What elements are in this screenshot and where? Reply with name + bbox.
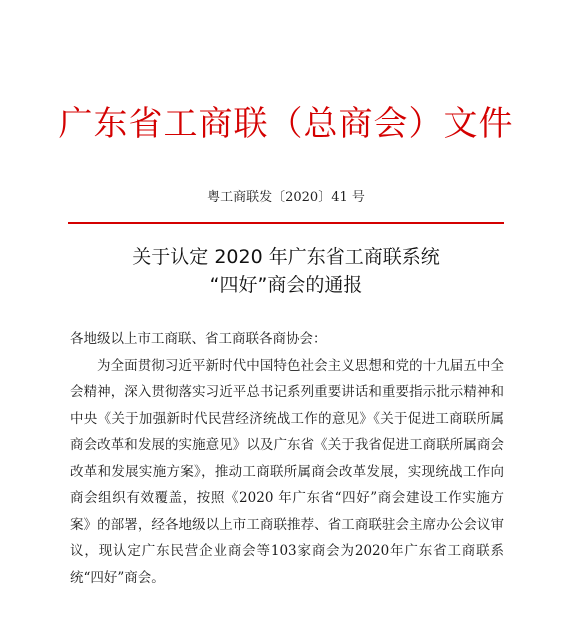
- red-divider-line: [68, 222, 504, 224]
- document-body: [70, 326, 504, 591]
- body-paragraph: 为全面贯彻习近平新时代中国特色社会主义思想和党的十九届五中全会精神，深入贯彻落实习近平总书记系列重要讲话和重要指示批示精神和中央《关于加强新时代民营经济统战工作的意见》《关于促进工商联所属商会改革和发展的实施意见》以及广东省《关于我省促进工商联所属商会改革和发展实施方案》，推动工商联所属商会改革发展，实现统战工作向商会组织有效覆盖，按照《2020 年广东省“四好”商会建设工作实施方案》的部署，经各地级以上市工商联推荐、省工商联驻会主席办公会议审议，现认定广东民营企业商会等103家商会为2020年广东省工商联系统“四好”商会。: [70, 357, 504, 586]
- salutation: 各地级以上市工商联、省工商联各商协会：: [70, 331, 327, 347]
- notice-title: [0, 243, 572, 299]
- document-header-title: 广东省工商联（总商会）文件: [58, 104, 514, 144]
- document-number: 粤工商联发〔2020〕41 号: [207, 190, 365, 205]
- notice-title-line-2: “四好”商会的通报: [209, 274, 363, 296]
- notice-title-line-1: 关于认定 2020 年广东省工商联系统: [132, 246, 440, 268]
